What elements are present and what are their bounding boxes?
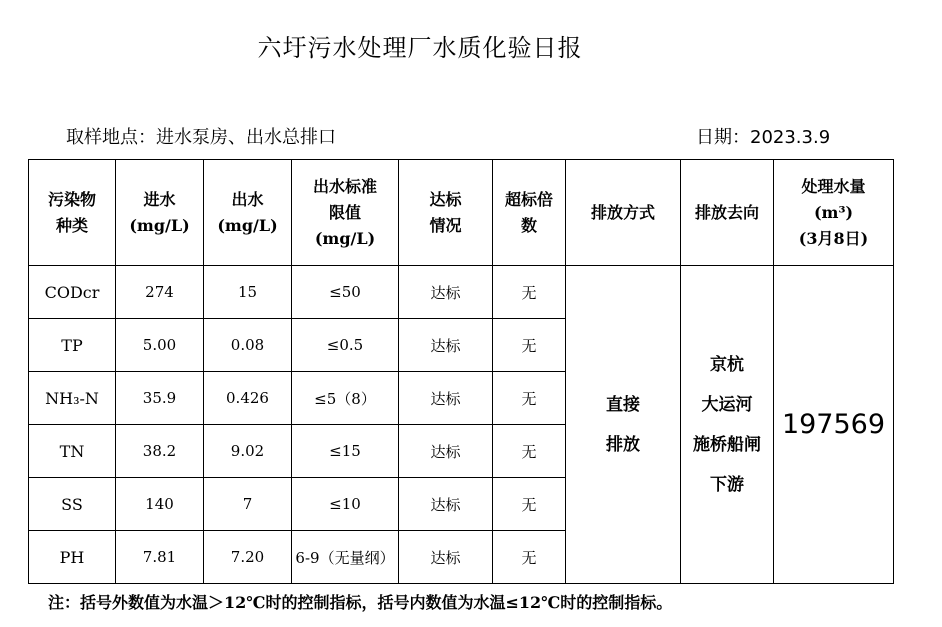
status-cell: 达标 xyxy=(399,266,493,319)
header-row xyxy=(29,160,894,266)
header-exceed xyxy=(493,160,566,266)
param-cell: TP xyxy=(29,319,116,372)
effluent-cell: 9.02 xyxy=(204,425,292,478)
discharge-to-line4: 下游 xyxy=(710,474,744,495)
influent-cell: 35.9 xyxy=(116,372,204,425)
exceed-cell: 无 xyxy=(493,372,566,425)
effluent-cell: 15 xyxy=(204,266,292,319)
limit-cell: ≤50 xyxy=(292,266,399,319)
volume-cell: 197569 xyxy=(774,266,894,584)
header-volume-line3: (3月8日) xyxy=(798,228,869,248)
header-exceed-line1: 超标倍 xyxy=(504,189,553,209)
discharge-to-line1: 京杭 xyxy=(710,354,744,375)
status-cell: 达标 xyxy=(399,531,493,584)
influent-cell: 274 xyxy=(116,266,204,319)
header-limit xyxy=(292,160,399,266)
limit-cell: ≤5（8） xyxy=(292,372,399,425)
water-quality-table xyxy=(28,159,894,584)
influent-cell: 5.00 xyxy=(116,319,204,372)
effluent-cell: 0.08 xyxy=(204,319,292,372)
effluent-cell: 7 xyxy=(204,478,292,531)
influent-cell: 140 xyxy=(116,478,204,531)
header-discharge-to: 排放去向 xyxy=(681,160,774,266)
sampling-location: 取样地点：进水泵房、出水总排口 xyxy=(66,127,336,148)
header-influent xyxy=(116,160,204,266)
status-cell: 达标 xyxy=(399,478,493,531)
exceed-cell: 无 xyxy=(493,425,566,478)
discharge-to-cell xyxy=(681,266,774,584)
effluent-cell: 7.20 xyxy=(204,531,292,584)
header-compliance-line1: 达标 xyxy=(429,189,462,209)
header-effluent xyxy=(204,160,292,266)
header-influent-line1: 进水 xyxy=(143,189,176,209)
param-cell: TN xyxy=(29,425,116,478)
exceed-cell: 无 xyxy=(493,266,566,319)
header-influent-line2: (mg/L) xyxy=(129,215,190,235)
header-volume-line2: (m³) xyxy=(813,202,854,222)
header-compliance-line2: 情况 xyxy=(429,215,462,235)
exceed-cell: 无 xyxy=(493,319,566,372)
exceed-cell: 无 xyxy=(493,478,566,531)
table-row xyxy=(29,266,894,319)
header-effluent-line2: (mg/L) xyxy=(217,215,278,235)
header-effluent-line1: 出水 xyxy=(231,189,264,209)
discharge-to-line2: 大运河 xyxy=(701,394,753,415)
header-volume xyxy=(774,160,894,266)
param-cell: NH₃-N xyxy=(29,372,116,425)
header-discharge-method: 排放方式 xyxy=(566,160,681,266)
status-cell: 达标 xyxy=(399,372,493,425)
discharge-to-line3: 施桥船闸 xyxy=(693,434,761,455)
param-cell: PH xyxy=(29,531,116,584)
header-exceed-line2: 数 xyxy=(520,215,537,235)
limit-cell: ≤0.5 xyxy=(292,319,399,372)
param-cell: CODcr xyxy=(29,266,116,319)
header-limit-line3: (mg/L) xyxy=(314,228,376,248)
influent-cell: 38.2 xyxy=(116,425,204,478)
header-limit-line1: 出水标准 xyxy=(312,176,377,196)
report-title: 六圩污水处理厂水质化验日报 xyxy=(257,34,583,62)
header-limit-line2: 限值 xyxy=(328,202,361,222)
header-pollutant-line1: 污染物 xyxy=(47,189,96,209)
discharge-method-line2: 排放 xyxy=(606,434,640,455)
header-compliance xyxy=(399,160,493,266)
influent-cell: 7.81 xyxy=(116,531,204,584)
report-date: 日期：2023.3.9 xyxy=(696,127,831,148)
effluent-cell: 0.426 xyxy=(204,372,292,425)
status-cell: 达标 xyxy=(399,425,493,478)
status-cell: 达标 xyxy=(399,319,493,372)
limit-cell: ≤15 xyxy=(292,425,399,478)
footnote: 注：括号外数值为水温＞12℃时的控制指标，括号内数值为水温≤12℃时的控制指标。 xyxy=(48,593,673,612)
header-pollutant xyxy=(29,160,116,266)
param-cell: SS xyxy=(29,478,116,531)
header-volume-line1: 处理水量 xyxy=(801,176,866,196)
exceed-cell: 无 xyxy=(493,531,566,584)
discharge-method-line1: 直接 xyxy=(606,394,640,415)
limit-cell: ≤10 xyxy=(292,478,399,531)
discharge-method-cell xyxy=(566,266,681,584)
limit-cell: 6-9（无量纲） xyxy=(292,531,399,584)
header-pollutant-line2: 种类 xyxy=(55,215,88,235)
